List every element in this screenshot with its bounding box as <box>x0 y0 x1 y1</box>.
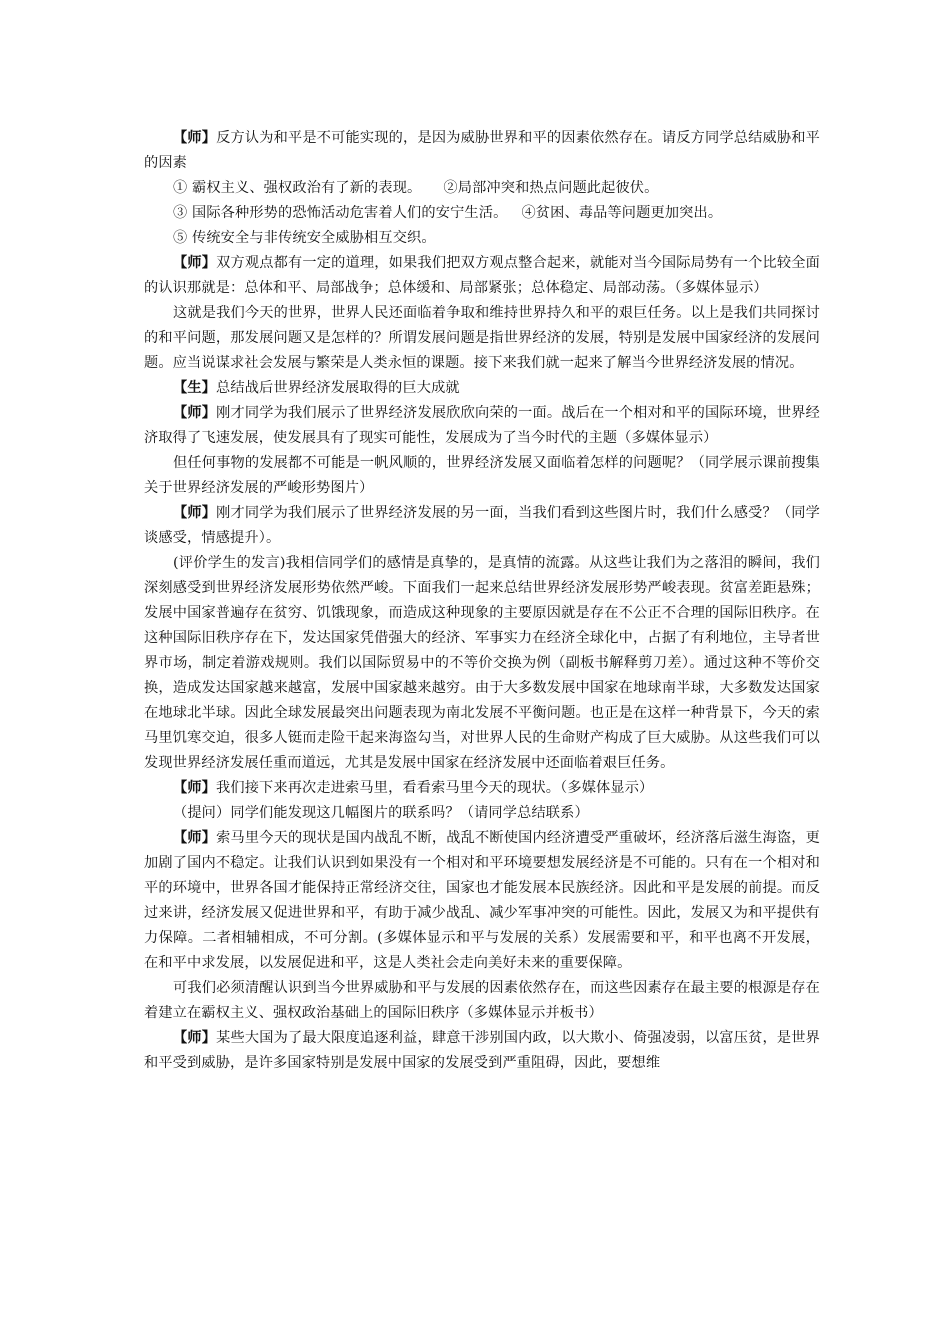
paragraph-text: 这就是我们今天的世界，世界人民还面临着争取和维持世界持久和平的艰巨任务。以上是我们共同探讨的和平问题，那发展问题又是怎样的？所谓发展问题是指世界经济的发展，特别是发展中国家经济的发展问题。应当说谋求社会发展与繁荣是人类永恒的课题。接下来我们就一起来了解当今世界经济发展的情况。 <box>144 305 820 371</box>
list-item: ① 霸权主义、强权政治有了新的表现。 <box>173 180 422 196</box>
paragraph-text: 索马里今天的现状是国内战乱不断，战乱不断使国内经济遭受严重破坏，经济落后滋生海盗，更加剧了国内不稳定。让我们认识到如果没有一个相对和平环境要想发展经济是不可能的。只有在一个相对和平的环境中，世界各国才能保持正常经济交往，国家也才能发展本民族经济。因此和平是发展的前提。而反过来讲，经济发展又促进世界和平，有助于减少战乱、减少军事冲突的可能性。因此，发展又为和平提供有力保障。二者相辅相成，不可分割。(多媒体显示和平与发展的关系）发展需要和平，和平也离不开发展，在和平中求发展，以发展促进和平，这是人类社会走向美好未来的重要保障。 <box>144 830 820 971</box>
list-item-row <box>144 176 820 201</box>
speaker-label: 【师】 <box>173 780 217 796</box>
speaker-label: 【师】 <box>173 505 217 521</box>
paragraph-text: （提问）同学们能发现这几幅图片的联系吗？（请同学总结联系） <box>173 805 589 821</box>
paragraph-text: 刚才同学为我们展示了世界经济发展的另一面，当我们看到这些图片时，我们什么感受？（同学谈感受，情感提升）。 <box>144 505 820 546</box>
list-item: ④贫困、毒品等问题更加突出。 <box>521 205 723 221</box>
paragraph <box>144 776 820 801</box>
paragraph <box>144 976 820 1026</box>
document-body <box>144 126 820 1076</box>
paragraph <box>144 376 820 401</box>
paragraph-text: 我们接下来再次走进索马里，看看索马里今天的现状。（多媒体显示） <box>216 780 654 796</box>
paragraph-text: 某些大国为了最大限度追逐利益，肆意干涉别国内政，以大欺小、倚强凌弱，以富压贫，是世界和平受到威胁，是许多国家特别是发展中国家的发展受到严重阻碍，因此，要想维 <box>144 1030 820 1071</box>
paragraph <box>144 801 820 826</box>
speaker-label: 【师】 <box>173 830 217 846</box>
list-item-row <box>144 201 820 226</box>
list-item-row <box>144 226 820 251</box>
paragraph <box>144 451 820 501</box>
paragraph <box>144 401 820 451</box>
list-item: ⑤ 传统安全与非传统安全威胁相互交织。 <box>173 230 436 246</box>
speaker-label: 【生】 <box>173 380 217 396</box>
paragraph <box>144 501 820 551</box>
paragraph <box>144 551 820 776</box>
paragraph <box>144 1026 820 1076</box>
paragraph-text: 反方认为和平是不可能实现的，是因为威胁世界和平的因素依然存在。请反方同学总结威胁和平的因素 <box>144 130 820 171</box>
speaker-label: 【师】 <box>173 405 217 421</box>
paragraph-text: 双方观点都有一定的道理，如果我们把双方观点整合起来，就能对当今国际局势有一个比较全面的认识那就是：总体和平、局部战争；总体缓和、局部紧张；总体稳定、局部动荡。（多媒体显示） <box>144 255 820 296</box>
paragraph <box>144 126 820 176</box>
paragraph <box>144 826 820 976</box>
paragraph-text: 刚才同学为我们展示了世界经济发展欣欣向荣的一面。战后在一个相对和平的国际环境，世界经济取得了飞速发展，使发展具有了现实可能性，发展成为了当今时代的主题（多媒体显示） <box>144 405 820 446</box>
speaker-label: 【师】 <box>173 1030 217 1046</box>
list-item: ②局部冲突和热点问题此起彼伏。 <box>443 180 659 196</box>
speaker-label: 【师】 <box>173 255 217 271</box>
paragraph <box>144 251 820 301</box>
paragraph <box>144 301 820 376</box>
list-item: ③ 国际各种形势的恐怖活动危害着人们的安宁生活。 <box>173 205 508 221</box>
paragraph-text: 可我们必须清醒认识到当今世界威胁和平与发展的因素依然存在，而这些因素存在最主要的根源是存在着建立在霸权主义、强权政治基础上的国际旧秩序（多媒体显示并板书） <box>144 980 820 1021</box>
paragraph-text: 但任何事物的发展都不可能是一帆风顺的，世界经济发展又面临着怎样的问题呢？（同学展示课前搜集关于世界经济发展的严峻形势图片） <box>144 455 820 496</box>
speaker-label: 【师】 <box>173 130 217 146</box>
paragraph-text: 总结战后世界经济发展取得的巨大成就 <box>216 380 460 396</box>
paragraph-text: (评价学生的发言)我相信同学们的感情是真挚的，是真情的流露。从这些让我们为之落泪的瞬间，我们深刻感受到世界经济发展形势依然严峻。下面我们一起来总结世界经济发展形势严峻表现。贫富差距悬殊；发展中国家普遍存在贫穷、饥饿现象，而造成这种现象的主要原因就是存在不公正不合理的国际旧秩序。在这种国际旧秩序存在下，发达国家凭借强大的经济、军事实力在经济全球化中，占据了有利地位，主导者世界市场，制定着游戏规则。我们以国际贸易中的不等价交换为例（副板书解释剪刀差）。通过这种不等价交换，造成发达国家越来越富，发展中国家越来越穷。由于大多数发展中国家在地球南半球，大多数发达国家在地球北半球。因此全球发展最突出问题表现为南北发展不平衡问题。也正是在这样一种背景下，今天的索马里饥寒交迫，很多人铤而走险干起来海盗勾当，对世界人民的生命财产构成了巨大威胁。从这些我们可以发现世界经济发展任重而道远，尤其是发展中国家在经济发展中还面临着艰巨任务。 <box>144 555 820 771</box>
